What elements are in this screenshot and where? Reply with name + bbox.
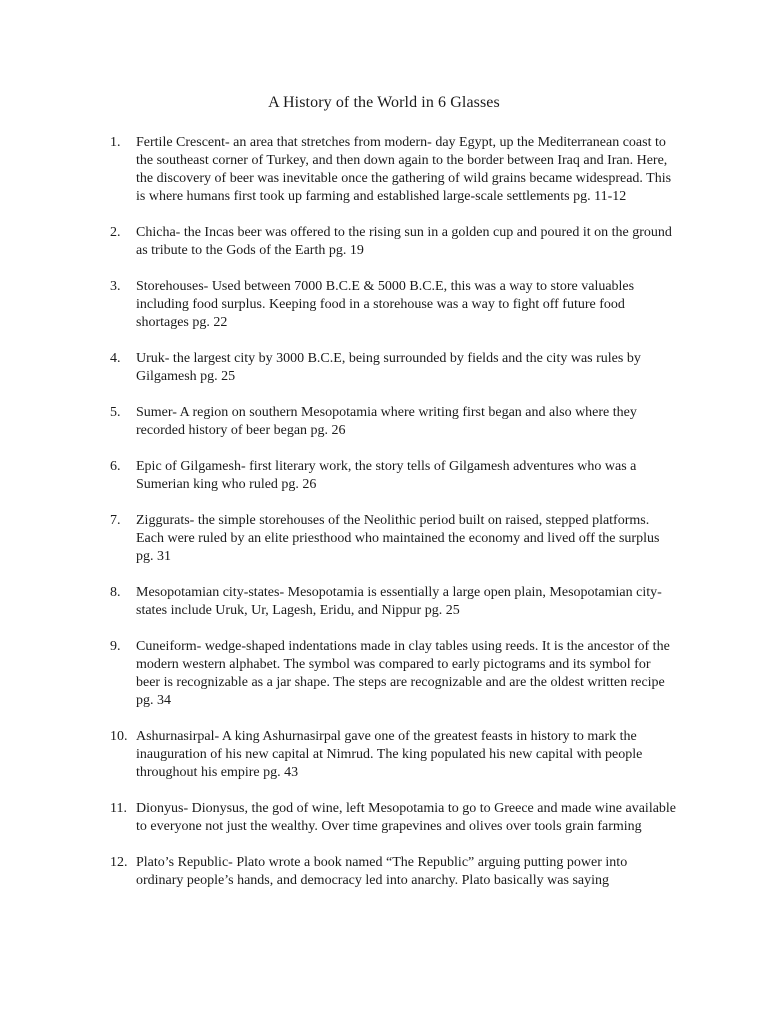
item-number: 8. <box>110 585 121 600</box>
item-text: Ashurnasirpal- A king Ashurnasirpal gave one of the greatest feasts in history to mark the inauguration of his new capital at Nimrud. The king populated his new capital with people throughout his empire pg. 43 <box>136 729 643 780</box>
item-text: Cuneiform- wedge-shaped indentations made in clay tables using reeds. It is the ancestor of the modern western alphabet. The symbol was compared to early pictograms and its symbol for beer is recognizable as a jar shape. The steps are recognizable and are the oldest written recipe pg. 34 <box>136 639 670 708</box>
item-text: Plato’s Republic- Plato wrote a book named “The Republic” arguing putting power into ordinary people’s hands, and democracy led into anarchy. Plato basically was saying <box>136 855 628 888</box>
item-text: Ziggurats- the simple storehouses of the Neolithic period built on raised, stepped platforms. Each were ruled by an elite priesthood who maintained the economy and lived off the surplus pg. 31 <box>136 513 660 564</box>
item-number: 2. <box>110 225 121 240</box>
item-number: 3. <box>110 279 121 294</box>
item-text: Mesopotamian city-states- Mesopotamia is essentially a large open plain, Mesopotamian city-states include Uruk, Ur, Lagesh, Eridu, and Nippur pg. 25 <box>136 585 662 618</box>
list-item <box>0 224 768 260</box>
item-text: Uruk- the largest city by 3000 B.C.E, being surrounded by fields and the city was rules by Gilgamesh pg. 25 <box>136 351 641 384</box>
list-item <box>0 584 768 620</box>
item-number: 1. <box>110 135 121 150</box>
item-number: 9. <box>110 639 121 654</box>
list-item <box>0 638 768 710</box>
item-text: Dionyus- Dionysus, the god of wine, left Mesopotamia to go to Greece and made wine available to everyone not just the wealthy. Over time grapevines and olives over tools grain farming <box>136 801 677 834</box>
list-item <box>0 800 768 836</box>
list-item <box>0 404 768 440</box>
item-number: 11. <box>110 801 127 816</box>
term-list <box>0 134 768 908</box>
list-item <box>0 350 768 386</box>
item-text: Epic of Gilgamesh- first literary work, the story tells of Gilgamesh adventures who was a Sumerian king who ruled pg. 26 <box>136 459 637 492</box>
list-item <box>0 458 768 494</box>
item-text: Sumer- A region on southern Mesopotamia where writing first began and also where they recorded history of beer began pg. 26 <box>136 405 637 438</box>
document-title: A History of the World in 6 Glasses <box>268 94 500 111</box>
list-item <box>0 728 768 782</box>
item-text: Storehouses- Used between 7000 B.C.E & 5000 B.C.E, this was a way to store valuables including food surplus. Keeping food in a storehouse was a way to fight off future food shortages pg. 22 <box>136 279 635 330</box>
list-item <box>0 854 768 890</box>
list-item <box>0 134 768 206</box>
item-text: Fertile Crescent- an area that stretches from modern- day Egypt, up the Mediterranean coast to the southeast corner of Turkey, and then down again to the border between Iraq and Iran. Here, the discovery of beer was inevitable once the gathering of wild grains became widespread. This is where humans first took up farming and established large-scale settlements pg. 11-12 <box>136 135 672 204</box>
item-number: 5. <box>110 405 121 420</box>
list-item <box>0 512 768 566</box>
item-text: Chicha- the Incas beer was offered to the rising sun in a golden cup and poured it on the ground as tribute to the Gods of the Earth pg. 19 <box>136 225 672 258</box>
item-number: 6. <box>110 459 121 474</box>
item-number: 12. <box>110 855 128 870</box>
list-item <box>0 278 768 332</box>
item-number: 4. <box>110 351 121 366</box>
item-number: 10. <box>110 729 128 744</box>
item-number: 7. <box>110 513 121 528</box>
